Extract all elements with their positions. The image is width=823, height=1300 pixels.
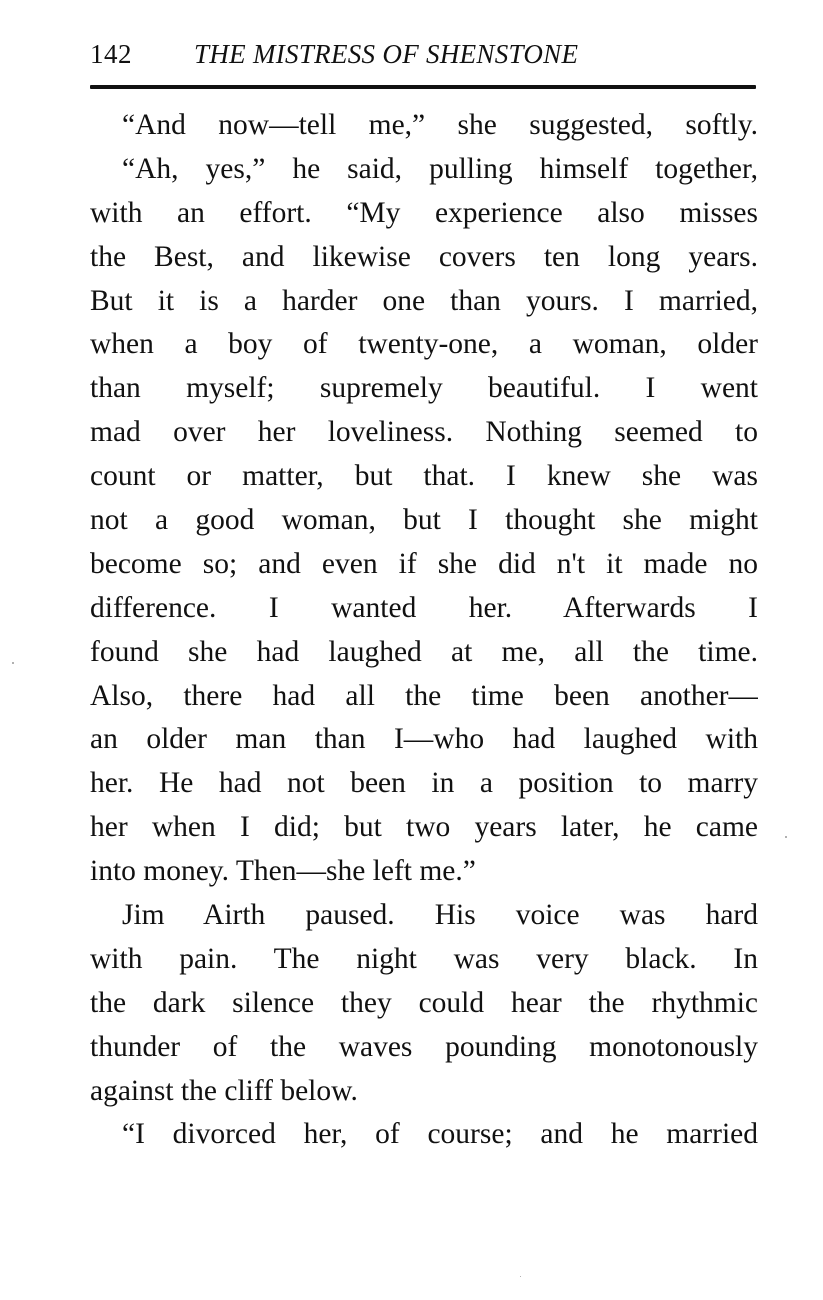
text-line: mad over her loveliness. Nothing seemed to [90, 416, 758, 449]
page-number: 142 [90, 39, 132, 69]
running-head [90, 36, 758, 72]
scan-speck [520, 1276, 521, 1277]
text-line: not a good woman, but I thought she might [90, 504, 758, 537]
scan-speck [785, 836, 787, 838]
text-line: her when I did; but two years later, he came [90, 811, 758, 844]
text-line: with an effort. “My experience also misses [90, 196, 758, 229]
text-line: Also, there had all the time been another— [90, 679, 758, 712]
text-line: an older man than I—who had laughed with [90, 723, 758, 756]
running-title: THE MISTRESS OF SHENSTONE [194, 39, 579, 69]
text-line: “Ah, yes,” he said, pulling himself together, [122, 152, 758, 185]
body-text [90, 104, 758, 1157]
text-line: into money. Then—she left me.” [90, 855, 476, 888]
text-line: when a boy of twenty-one, a woman, older [90, 328, 758, 361]
text-line: “And now—tell me,” she suggested, softly. [122, 109, 758, 141]
text-line: But it is a harder one than yours. I married, [90, 284, 758, 317]
text-line: the dark silence they could hear the rhythmic [90, 986, 758, 1019]
scan-speck [12, 662, 14, 664]
text-line: than myself; supremely beautiful. I went [90, 372, 758, 405]
text-line: her. He had not been in a position to marry [90, 767, 758, 800]
text-line: the Best, and likewise covers ten long years. [90, 240, 758, 273]
text-line: difference. I wanted her. Afterwards I [90, 591, 758, 624]
text-line: become so; and even if she did n't it made no [90, 547, 758, 580]
header-rule [90, 85, 756, 89]
text-line: with pain. The night was very black. In [90, 942, 758, 975]
text-line: “I divorced her, of course; and he married [122, 1118, 758, 1151]
text-line: count or matter, but that. I knew she was [90, 460, 758, 493]
text-line: against the cliff below. [90, 1074, 358, 1107]
text-line: thunder of the waves pounding monotonously [90, 1030, 758, 1063]
text-line: found she had laughed at me, all the time. [90, 635, 758, 668]
text-line: Jim Airth paused. His voice was hard [122, 899, 758, 932]
